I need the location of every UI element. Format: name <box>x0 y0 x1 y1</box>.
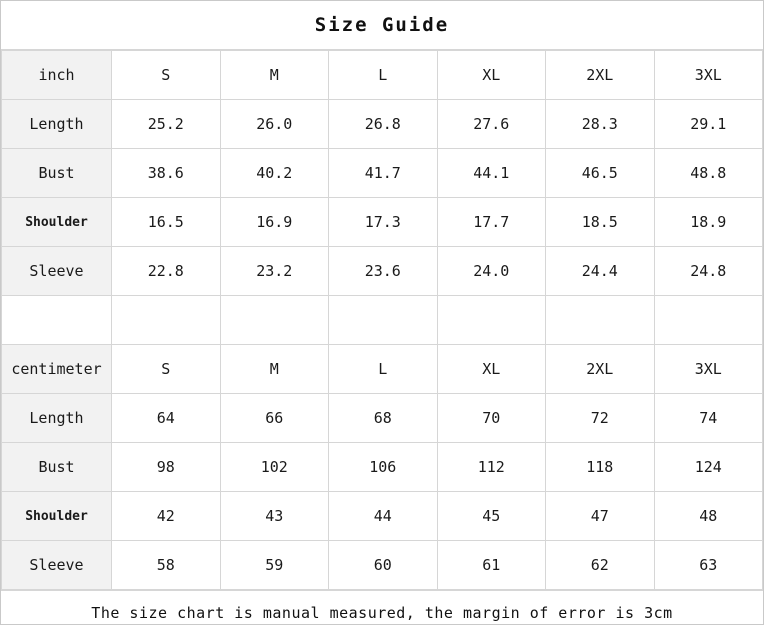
row-label-sleeve: Sleeve <box>2 247 112 296</box>
row-label-sleeve: Sleeve <box>2 541 112 590</box>
table-row <box>2 492 763 541</box>
spacer-cell <box>329 296 438 345</box>
page-title: Size Guide <box>314 14 450 36</box>
row-label-shoulder: Shoulder <box>2 492 112 541</box>
cell-bust-l: 106 <box>329 443 438 492</box>
spacer-cell <box>112 296 221 345</box>
col-head-s: S <box>112 51 221 100</box>
table-row <box>2 198 763 247</box>
col-head-3xl: 3XL <box>654 345 763 394</box>
cell-sleeve-xl: 61 <box>437 541 546 590</box>
cell-shoulder-l: 17.3 <box>329 198 438 247</box>
cell-length-m: 66 <box>220 394 329 443</box>
cell-bust-2xl: 118 <box>546 443 655 492</box>
table-row <box>2 541 763 590</box>
cell-sleeve-2xl: 62 <box>546 541 655 590</box>
cell-sleeve-l: 23.6 <box>329 247 438 296</box>
cell-shoulder-3xl: 18.9 <box>654 198 763 247</box>
unit-label-inch: inch <box>2 51 112 100</box>
col-head-m: M <box>220 345 329 394</box>
cell-shoulder-s: 16.5 <box>112 198 221 247</box>
row-label-length: Length <box>2 100 112 149</box>
cell-length-s: 64 <box>112 394 221 443</box>
cell-sleeve-s: 58 <box>112 541 221 590</box>
cell-shoulder-s: 42 <box>112 492 221 541</box>
cell-shoulder-xl: 17.7 <box>437 198 546 247</box>
cell-shoulder-m: 43 <box>220 492 329 541</box>
table-spacer-row <box>2 296 763 345</box>
cell-sleeve-m: 23.2 <box>220 247 329 296</box>
row-label-shoulder: Shoulder <box>2 198 112 247</box>
col-head-3xl: 3XL <box>654 51 763 100</box>
cell-length-3xl: 74 <box>654 394 763 443</box>
row-label-bust: Bust <box>2 149 112 198</box>
cell-bust-3xl: 124 <box>654 443 763 492</box>
cell-bust-s: 98 <box>112 443 221 492</box>
cell-sleeve-2xl: 24.4 <box>546 247 655 296</box>
col-head-m: M <box>220 51 329 100</box>
cell-shoulder-3xl: 48 <box>654 492 763 541</box>
cell-length-l: 26.8 <box>329 100 438 149</box>
table-header-row <box>2 345 763 394</box>
cell-bust-xl: 44.1 <box>437 149 546 198</box>
cell-bust-xl: 112 <box>437 443 546 492</box>
cell-shoulder-2xl: 47 <box>546 492 655 541</box>
spacer-cell <box>546 296 655 345</box>
cell-length-xl: 27.6 <box>437 100 546 149</box>
unit-label-centimeter: centimeter <box>2 345 112 394</box>
cell-length-2xl: 72 <box>546 394 655 443</box>
cell-length-3xl: 29.1 <box>654 100 763 149</box>
cell-bust-3xl: 48.8 <box>654 149 763 198</box>
cell-sleeve-s: 22.8 <box>112 247 221 296</box>
col-head-2xl: 2XL <box>546 51 655 100</box>
cell-shoulder-m: 16.9 <box>220 198 329 247</box>
cell-shoulder-2xl: 18.5 <box>546 198 655 247</box>
col-head-l: L <box>329 345 438 394</box>
cell-bust-2xl: 46.5 <box>546 149 655 198</box>
spacer-cell <box>220 296 329 345</box>
spacer-cell <box>654 296 763 345</box>
table-row <box>2 394 763 443</box>
cell-length-s: 25.2 <box>112 100 221 149</box>
size-table-inch <box>1 50 763 590</box>
size-tables <box>1 49 763 590</box>
cell-length-xl: 70 <box>437 394 546 443</box>
col-head-s: S <box>112 345 221 394</box>
row-label-length: Length <box>2 394 112 443</box>
row-label-bust: Bust <box>2 443 112 492</box>
measurement-note: The size chart is manual measured, the margin of error is 3cm <box>1 590 763 635</box>
cell-bust-m: 102 <box>220 443 329 492</box>
table-row <box>2 149 763 198</box>
cell-bust-s: 38.6 <box>112 149 221 198</box>
cell-sleeve-xl: 24.0 <box>437 247 546 296</box>
col-head-l: L <box>329 51 438 100</box>
cell-length-m: 26.0 <box>220 100 329 149</box>
cell-sleeve-3xl: 24.8 <box>654 247 763 296</box>
table-row <box>2 100 763 149</box>
col-head-xl: XL <box>437 51 546 100</box>
col-head-2xl: 2XL <box>546 345 655 394</box>
cell-shoulder-l: 44 <box>329 492 438 541</box>
table-header-row <box>2 51 763 100</box>
cell-sleeve-l: 60 <box>329 541 438 590</box>
cell-bust-l: 41.7 <box>329 149 438 198</box>
table-row <box>2 247 763 296</box>
col-head-xl: XL <box>437 345 546 394</box>
cell-sleeve-3xl: 63 <box>654 541 763 590</box>
cell-length-l: 68 <box>329 394 438 443</box>
cell-shoulder-xl: 45 <box>437 492 546 541</box>
spacer-cell <box>437 296 546 345</box>
table-row <box>2 443 763 492</box>
spacer-cell <box>2 296 112 345</box>
cell-bust-m: 40.2 <box>220 149 329 198</box>
cell-length-2xl: 28.3 <box>546 100 655 149</box>
cell-sleeve-m: 59 <box>220 541 329 590</box>
